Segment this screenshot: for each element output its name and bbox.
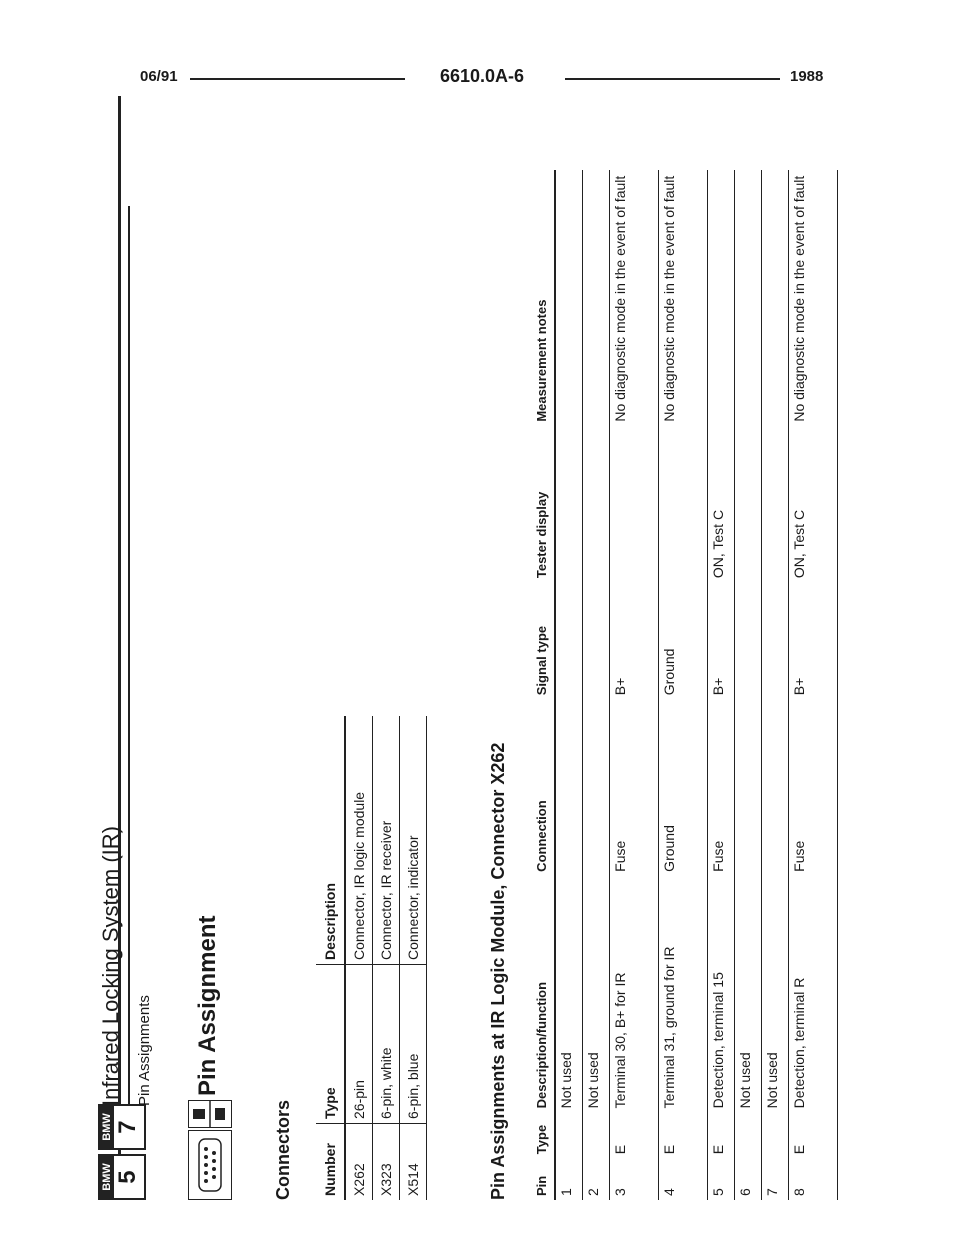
- header-date: 06/91: [140, 68, 178, 85]
- table-row: [708, 170, 735, 1200]
- badge-number: 5: [114, 1170, 141, 1184]
- model-badge-7: [98, 1104, 146, 1150]
- header-year: 1988: [790, 68, 824, 85]
- header-rule-right: [565, 78, 780, 80]
- table-cell: [555, 426, 583, 582]
- column-header: Measurement notes: [528, 170, 555, 426]
- badge-number: 7: [114, 1120, 141, 1134]
- table-cell: [659, 426, 708, 582]
- connectors-heading: Connectors: [273, 1099, 293, 1200]
- table-cell: [583, 170, 610, 426]
- table-cell: 2: [583, 1158, 610, 1200]
- table-row: [735, 170, 762, 1200]
- table-cell: E: [610, 1112, 659, 1158]
- connector-icon: [188, 1130, 232, 1200]
- connectors-table: [316, 716, 427, 1200]
- table-cell: 6-pin, white: [373, 965, 400, 1124]
- column-header: Type: [528, 1112, 555, 1158]
- column-header: Connection: [528, 699, 555, 876]
- table-cell: 5: [708, 1158, 735, 1200]
- table-cell: No diagnostic mode in the event of fault: [659, 170, 708, 426]
- table-cell: X323: [373, 1124, 400, 1201]
- table-cell: [583, 426, 610, 582]
- header-rule-left: [190, 78, 405, 80]
- plug-icon: [188, 1100, 232, 1128]
- document-subtitle: Pin Assignments: [136, 995, 153, 1106]
- table-cell: [555, 1112, 583, 1158]
- table-cell: [555, 582, 583, 699]
- table-cell: [762, 426, 789, 582]
- column-header: Number: [316, 1124, 345, 1201]
- table-cell: [762, 170, 789, 426]
- table-cell: [762, 582, 789, 699]
- column-header: Tester display: [528, 426, 555, 582]
- table-cell: No diagnostic mode in the event of fault: [610, 170, 659, 426]
- table-cell: [583, 1112, 610, 1158]
- pin-assignment-table: [528, 170, 838, 1200]
- table-row: [583, 170, 610, 1200]
- table-row: [373, 716, 400, 1200]
- table-row: [762, 170, 789, 1200]
- table-cell: Connector, IR logic module: [345, 716, 373, 965]
- page-header: [0, 68, 960, 94]
- table-cell: E: [659, 1112, 708, 1158]
- table-cell: Not used: [583, 876, 610, 1113]
- pin-table-heading: Pin Assignments at IR Logic Module, Connector X262: [488, 742, 508, 1200]
- table-cell: [555, 699, 583, 876]
- table-cell: E: [708, 1112, 735, 1158]
- table-cell: Ground: [659, 699, 708, 876]
- table-cell: Ground: [659, 582, 708, 699]
- table-cell: Terminal 31, ground for IR: [659, 876, 708, 1113]
- table-cell: Fuse: [610, 699, 659, 876]
- column-header: Signal type: [528, 582, 555, 699]
- table-row: [555, 170, 583, 1200]
- table-row: [659, 170, 708, 1200]
- document-title: Infrared Locking System (IR): [98, 826, 123, 1106]
- table-cell: [708, 170, 735, 426]
- table-cell: E: [789, 1112, 838, 1158]
- table-cell: 6-pin, blue: [400, 965, 427, 1124]
- table-cell: Fuse: [789, 699, 838, 876]
- table-cell: [735, 426, 762, 582]
- table-cell: 1: [555, 1158, 583, 1200]
- table-row: [610, 170, 659, 1200]
- table-cell: 4: [659, 1158, 708, 1200]
- table-row: [345, 716, 373, 1200]
- table-cell: [555, 170, 583, 426]
- table-cell: Fuse: [708, 699, 735, 876]
- table-cell: [735, 1112, 762, 1158]
- table-header-row: [528, 170, 555, 1200]
- badge-brand: BMW: [100, 1156, 114, 1198]
- table-cell: [735, 170, 762, 426]
- table-cell: X262: [345, 1124, 373, 1201]
- table-cell: [583, 582, 610, 699]
- section-heading: Pin Assignment: [194, 915, 221, 1096]
- column-header: Pin: [528, 1158, 555, 1200]
- column-header: Description: [316, 716, 345, 965]
- table-row: [789, 170, 838, 1200]
- table-cell: 7: [762, 1158, 789, 1200]
- table-header-row: [316, 716, 345, 1200]
- table-cell: Not used: [762, 876, 789, 1113]
- table-cell: 3: [610, 1158, 659, 1200]
- table-cell: Connector, indicator: [400, 716, 427, 965]
- model-badge-5: [98, 1154, 146, 1200]
- table-cell: Detection, terminal 15: [708, 876, 735, 1113]
- table-cell: [583, 699, 610, 876]
- table-cell: [762, 1112, 789, 1158]
- table-cell: Not used: [735, 876, 762, 1113]
- table-cell: ON, Test C: [789, 426, 838, 582]
- table-cell: [762, 699, 789, 876]
- table-cell: [735, 699, 762, 876]
- rotated-page-body: [88, 110, 868, 1210]
- table-cell: No diagnostic mode in the event of fault: [789, 170, 838, 426]
- table-cell: Terminal 30, B+ for IR: [610, 876, 659, 1113]
- table-cell: [610, 426, 659, 582]
- table-cell: 6: [735, 1158, 762, 1200]
- table-cell: Not used: [555, 876, 583, 1113]
- table-cell: B+: [708, 582, 735, 699]
- table-cell: Detection, terminal R: [789, 876, 838, 1113]
- title-rule: [128, 206, 130, 1106]
- column-header: Type: [316, 965, 345, 1124]
- table-cell: B+: [789, 582, 838, 699]
- table-cell: 8: [789, 1158, 838, 1200]
- table-cell: [735, 582, 762, 699]
- table-cell: Connector, IR receiver: [373, 716, 400, 965]
- table-row: [400, 716, 427, 1200]
- header-code: 6610.0A-6: [440, 66, 525, 86]
- model-badges: [98, 1104, 146, 1200]
- table-cell: B+: [610, 582, 659, 699]
- column-header: Description/function: [528, 876, 555, 1113]
- table-cell: 26-pin: [345, 965, 373, 1124]
- table-cell: ON, Test C: [708, 426, 735, 582]
- table-cell: X514: [400, 1124, 427, 1201]
- badge-brand: BMW: [100, 1106, 114, 1148]
